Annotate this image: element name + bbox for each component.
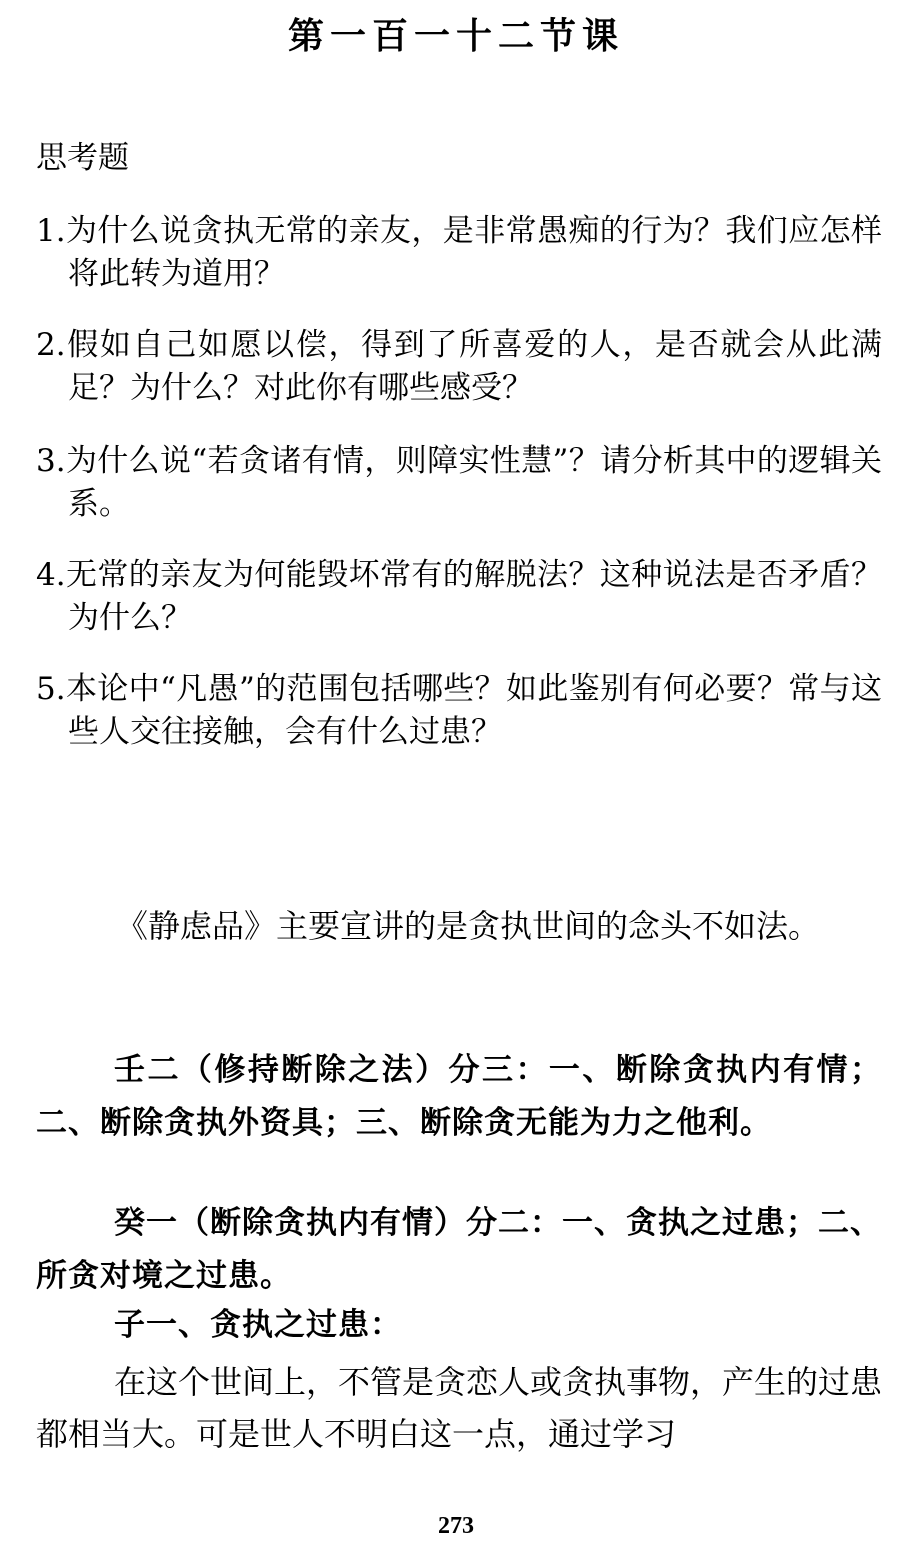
question-text: 为什么说“若贪诸有情，则障实性慧”？请分析其中的逻辑关系。 (65, 443, 882, 522)
outline-heading-ren: 壬二（修持断除之法）分三：一、断除贪执内有情；二、断除贪执外资具；三、断除贪无能为力之他利。 (36, 1052, 882, 1141)
lesson-title: 第一百一十二节课 (287, 15, 624, 57)
question-number: 4. (36, 557, 66, 593)
question-text: 本论中“凡愚”的范围包括哪些？如此鉴别有何必要？常与这些人交往接触，会有什么过患？ (65, 671, 882, 750)
question-number: 2. (36, 327, 66, 363)
question-text: 假如自己如愿以偿，得到了所喜爱的人，是否就会从此满足？为什么？对此你有哪些感受？ (65, 327, 882, 406)
question-number: 5. (36, 671, 66, 707)
question-item (36, 554, 882, 640)
outline-heading-zi: 子一、贪执之过患： (114, 1307, 402, 1343)
questions-heading: 思考题 (36, 140, 129, 176)
question-item (36, 210, 882, 296)
question-item (36, 440, 882, 526)
question-number: 1. (36, 213, 66, 249)
question-text: 为什么说贪执无常的亲友，是非常愚痴的行为？我们应怎样将此转为道用？ (65, 213, 882, 292)
question-text: 无常的亲友为何能毁坏常有的解脱法？这种说法是否矛盾？为什么？ (65, 557, 882, 636)
question-item (36, 668, 882, 754)
outline-heading-gui: 癸一（断除贪执内有情）分二：一、贪执之过患；二、所贪对境之过患。 (36, 1205, 882, 1294)
question-item (36, 324, 882, 410)
intro-paragraph: 《静虑品》主要宣讲的是贪执世间的念头不如法。 (116, 907, 821, 945)
page-number: 273 (438, 1513, 474, 1539)
body-paragraph: 在这个世间上，不管是贪恋人或贪执事物，产生的过患都相当大。可是世人不明白这一点，通过学习 (36, 1363, 883, 1453)
question-number: 3. (36, 443, 66, 479)
